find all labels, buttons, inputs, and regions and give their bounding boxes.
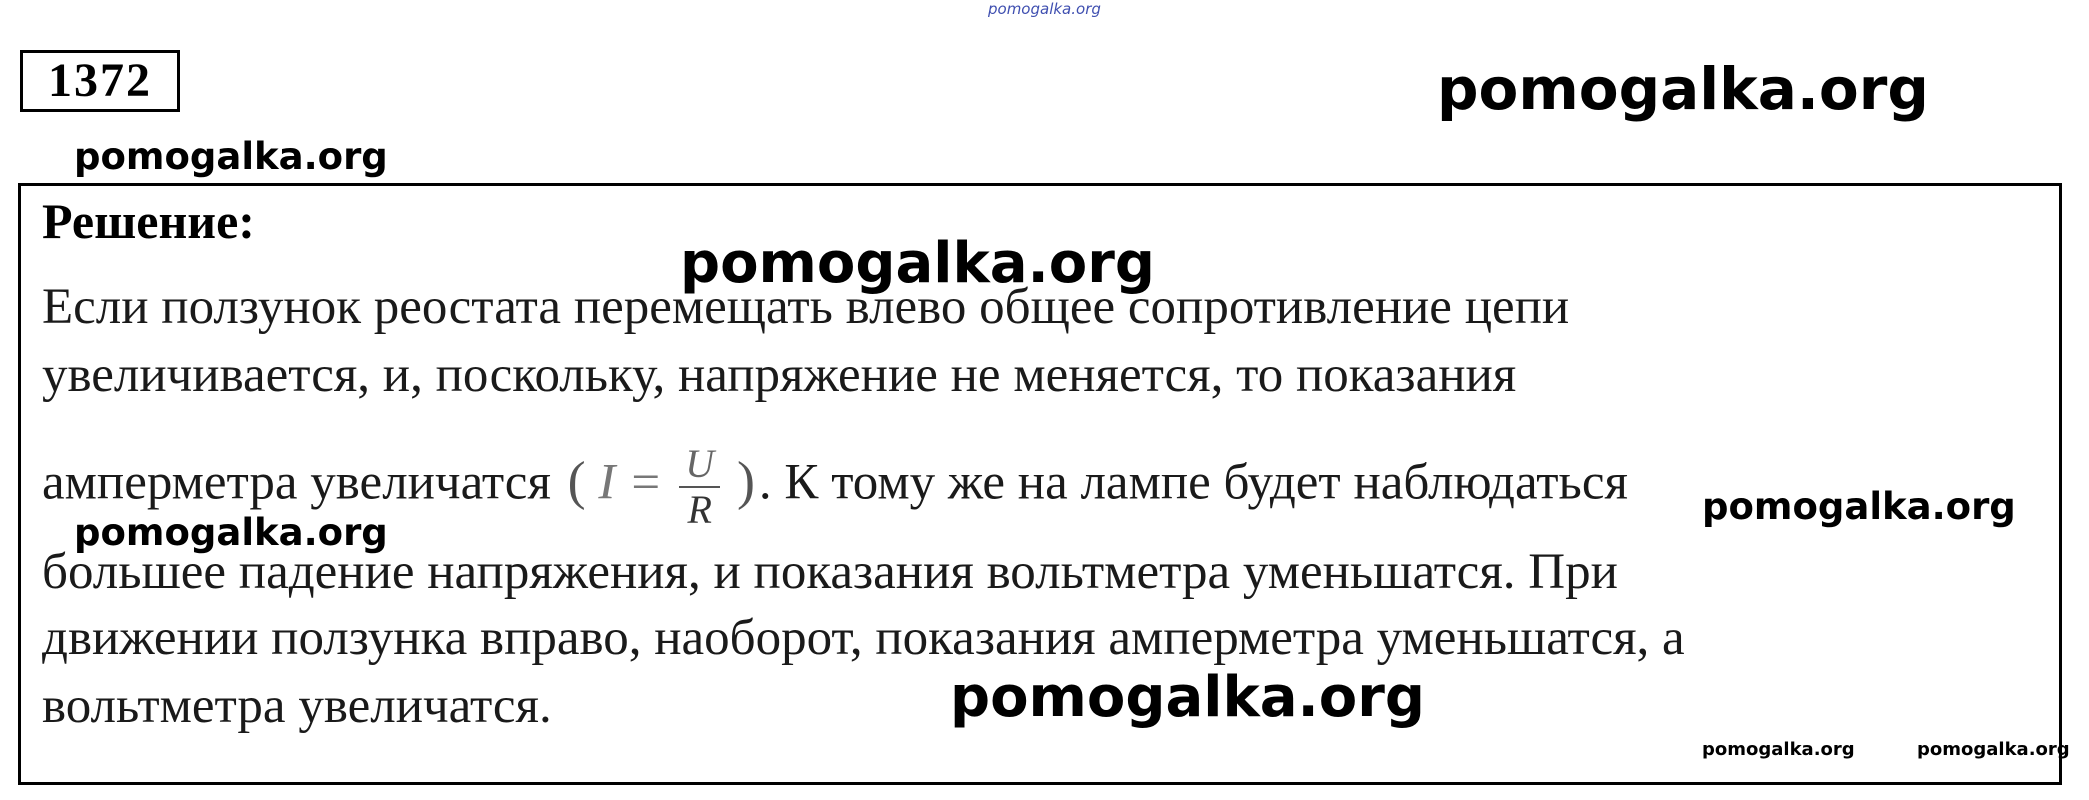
watermark-bottom-large: pomogalka.org xyxy=(950,665,1425,730)
watermark-center-upper: pomogalka.org xyxy=(680,231,1155,296)
formula-denominator: R xyxy=(687,487,712,532)
formula-lhs: I = xyxy=(598,454,663,511)
watermark-left-lower: pomogalka.org xyxy=(74,511,388,554)
solution-line-3-start: амперметра увеличатся xyxy=(42,454,551,511)
watermark-left-upper: pomogalka.org xyxy=(74,135,388,178)
watermark-top-large: pomogalka.org xyxy=(1437,55,1929,123)
solution-line-6: вольтметра увеличатся. xyxy=(42,678,552,734)
problem-number-box: 1372 xyxy=(20,50,180,112)
solution-heading: Решение: xyxy=(42,193,255,249)
watermark-right-middle: pomogalka.org xyxy=(1702,485,2016,528)
formula-fraction xyxy=(679,442,720,532)
watermark-bottom-right-1: pomogalka.org xyxy=(1702,739,1855,760)
solution-line-3-end: . К тому же на лампе будет наблюдаться xyxy=(758,454,1628,511)
watermark-bottom-right-2: pomogalka.org xyxy=(1917,739,2070,760)
watermark-top-small: pomogalka.org xyxy=(988,0,1101,18)
ohms-law-formula xyxy=(568,442,755,532)
formula-numerator: U xyxy=(679,442,720,488)
solution-line-5: движении ползунка вправо, наоборот, показания амперметра уменьшатся, а xyxy=(42,610,1685,666)
solution-line-2: увеличивается, и, поскольку, напряжение не меняется, то показания xyxy=(42,347,1517,403)
formula-close-paren: ) xyxy=(736,450,755,511)
solution-line-4: большее падение напряжения, и показания вольтметра уменьшатся. При xyxy=(42,544,1618,600)
solution-line-1: Если ползунок реостата перемещать влево общее сопротивление цепи xyxy=(42,279,1570,335)
formula-open-paren: ( xyxy=(567,450,586,511)
